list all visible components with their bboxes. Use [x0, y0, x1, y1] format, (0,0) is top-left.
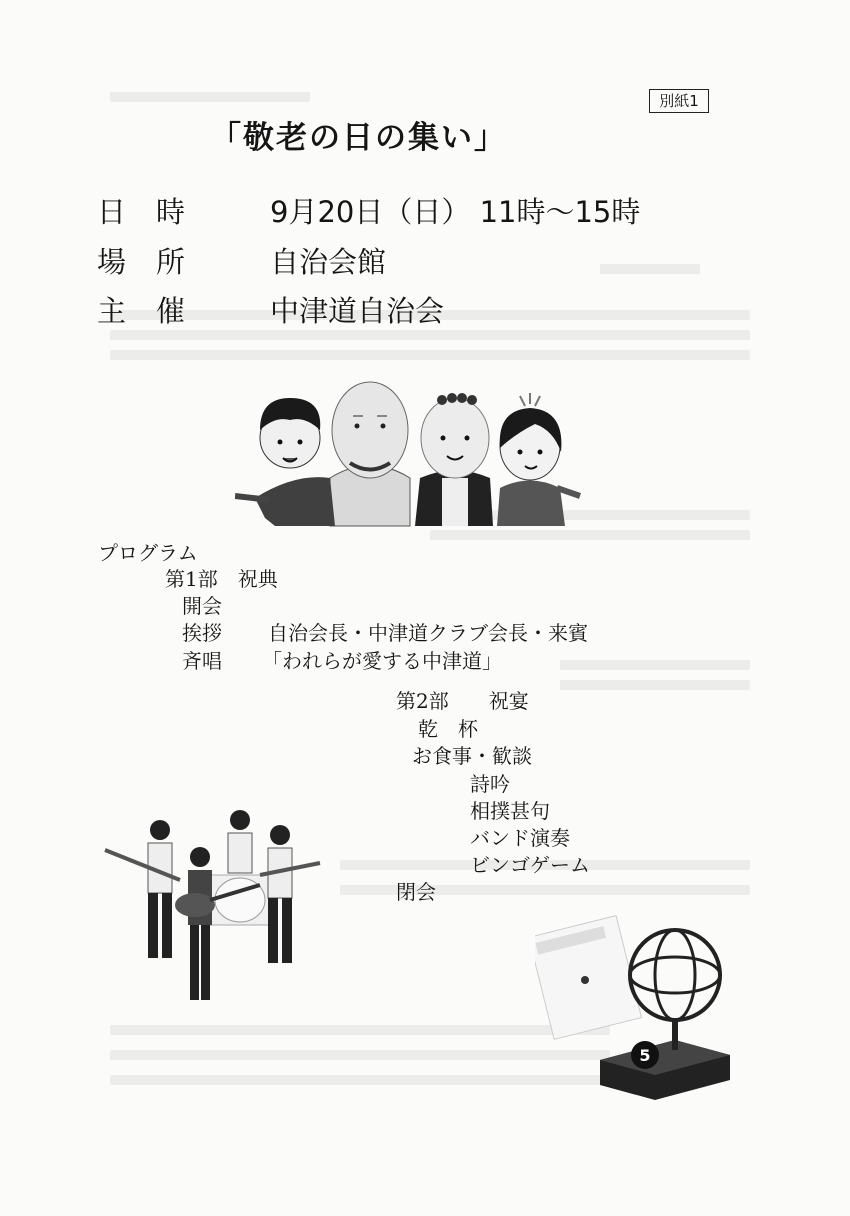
info-label: 日時: [97, 195, 216, 229]
band-member: [260, 825, 320, 963]
entertainment-item: バンド演奏: [470, 826, 570, 850]
bleed-through-line: [560, 680, 750, 690]
program-heading: プログラム: [98, 541, 198, 565]
bleed-through-line: [560, 660, 750, 670]
info-label: 場所: [97, 245, 216, 279]
page-title: 「敬老の日の集い」: [210, 120, 507, 156]
girl-figure: [497, 393, 580, 526]
bingo-ball-number: 5: [639, 1046, 651, 1065]
part1-item-detail: 「われらが愛する中津道」: [262, 649, 502, 673]
entertainment-item: 詩吟: [470, 772, 510, 796]
part2-item: 乾 杯: [418, 717, 478, 741]
part1-item-name: 開会: [182, 594, 222, 618]
band-illustration: [100, 805, 330, 1015]
bleed-through-line: [110, 350, 750, 360]
bleed-through-line: [430, 530, 750, 540]
bingo-illustration: [535, 900, 750, 1105]
info-label: 主催: [97, 294, 216, 328]
bleed-through-line: [110, 92, 310, 102]
band-member: [105, 820, 180, 958]
part2-title: 第2部 祝宴: [396, 689, 529, 713]
family-illustration: [235, 368, 585, 528]
entertainment-item: 相撲甚句: [470, 799, 550, 823]
bingo-card: [535, 916, 641, 1040]
grandmother-figure: [415, 393, 493, 526]
closing: 閉会: [396, 880, 436, 904]
part1-item-detail: 自治会長・中津道クラブ会長・来賓: [268, 621, 588, 645]
part2-item: お食事・歓談: [412, 744, 532, 768]
attachment-tag: 別紙1: [649, 89, 709, 113]
entertainment-item: ビンゴゲーム: [470, 853, 590, 877]
grandfather-figure: [330, 382, 410, 526]
boy-figure: [235, 398, 335, 526]
info-value: 自治会館: [270, 245, 387, 279]
bleed-through-line: [110, 330, 750, 340]
part1-item-name: 斉唱: [182, 649, 222, 673]
bleed-through-line: [600, 264, 700, 274]
band-member: [228, 810, 252, 873]
info-value: 9月20日（日） 11時〜15時: [270, 195, 641, 229]
part1-title: 第1部 祝典: [165, 567, 278, 591]
part1-item-name: 挨拶: [182, 621, 222, 645]
info-value: 中津道自治会: [270, 294, 445, 328]
